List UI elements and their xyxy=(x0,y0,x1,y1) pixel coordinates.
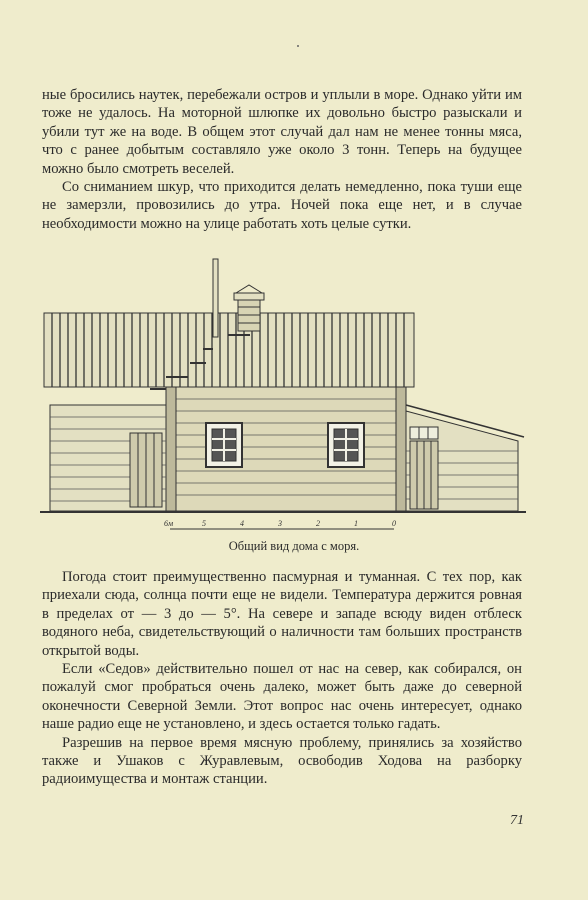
scale-label: 5 xyxy=(202,519,206,528)
paragraph: Разрешив на первое время мясную проблему, принялись за хозяйство также и Ушаков с Журавлевым, освободив Ходова на разборку радиоимущества и монтаж станции. xyxy=(42,734,522,788)
scale-label: 2 xyxy=(316,519,320,528)
print-speck xyxy=(297,45,299,47)
scale-label: 3 xyxy=(278,519,282,528)
paragraph: Со сниманием шкур, что приходится делать немедленно, пока туши еще не замерзли, провозились до утра. Ночей пока еще нет, и в случае необходимости можно на улице работать хоть целые сутки. xyxy=(42,179,522,232)
text-block-bottom xyxy=(42,568,522,789)
scale-label: 1 xyxy=(354,519,358,528)
text-block-top xyxy=(42,86,522,233)
page-number: 71 xyxy=(510,813,524,828)
paragraph: Если «Седов» действительно пошел от нас на север, как собирался, он пожалуй смог пробраться очень далеко, может быть даже до северной оконечности Северной Земли. Этот вопрос нас очень интересует, однако наше радио еще не установлено, и здесь остается только гадать. xyxy=(42,661,522,733)
paragraph: ные бросились наутек, перебежали остров и уплыли в море. Однако уйти им тоже не удалось. На моторной шлюпке их довольно быстро разыскали и убили тут же на воде. В общем этот случай дал нам не менее тонны мяса, что с ранее добытым составляло уже около 3 тонн. Теперь на будущее можно было смотреть веселей. xyxy=(42,87,522,177)
house-drawing xyxy=(38,255,530,535)
scale-label: 6м xyxy=(164,519,174,528)
paragraph: Погода стоит преимущественно пасмурная и туманная. С тех пор, как приехали сюда, солнца почти еще не видели. Температура держится ровная в пределах от — 3 до — 5°. На севере и западе всюду виден отблеск водяного неба, свидетельствующий о наличности там больших пространств открытой воды. xyxy=(42,569,522,659)
figure-caption: Общий вид дома с моря. xyxy=(228,539,360,553)
scale-label: 0 xyxy=(392,519,396,528)
scale-label: 4 xyxy=(240,519,244,528)
